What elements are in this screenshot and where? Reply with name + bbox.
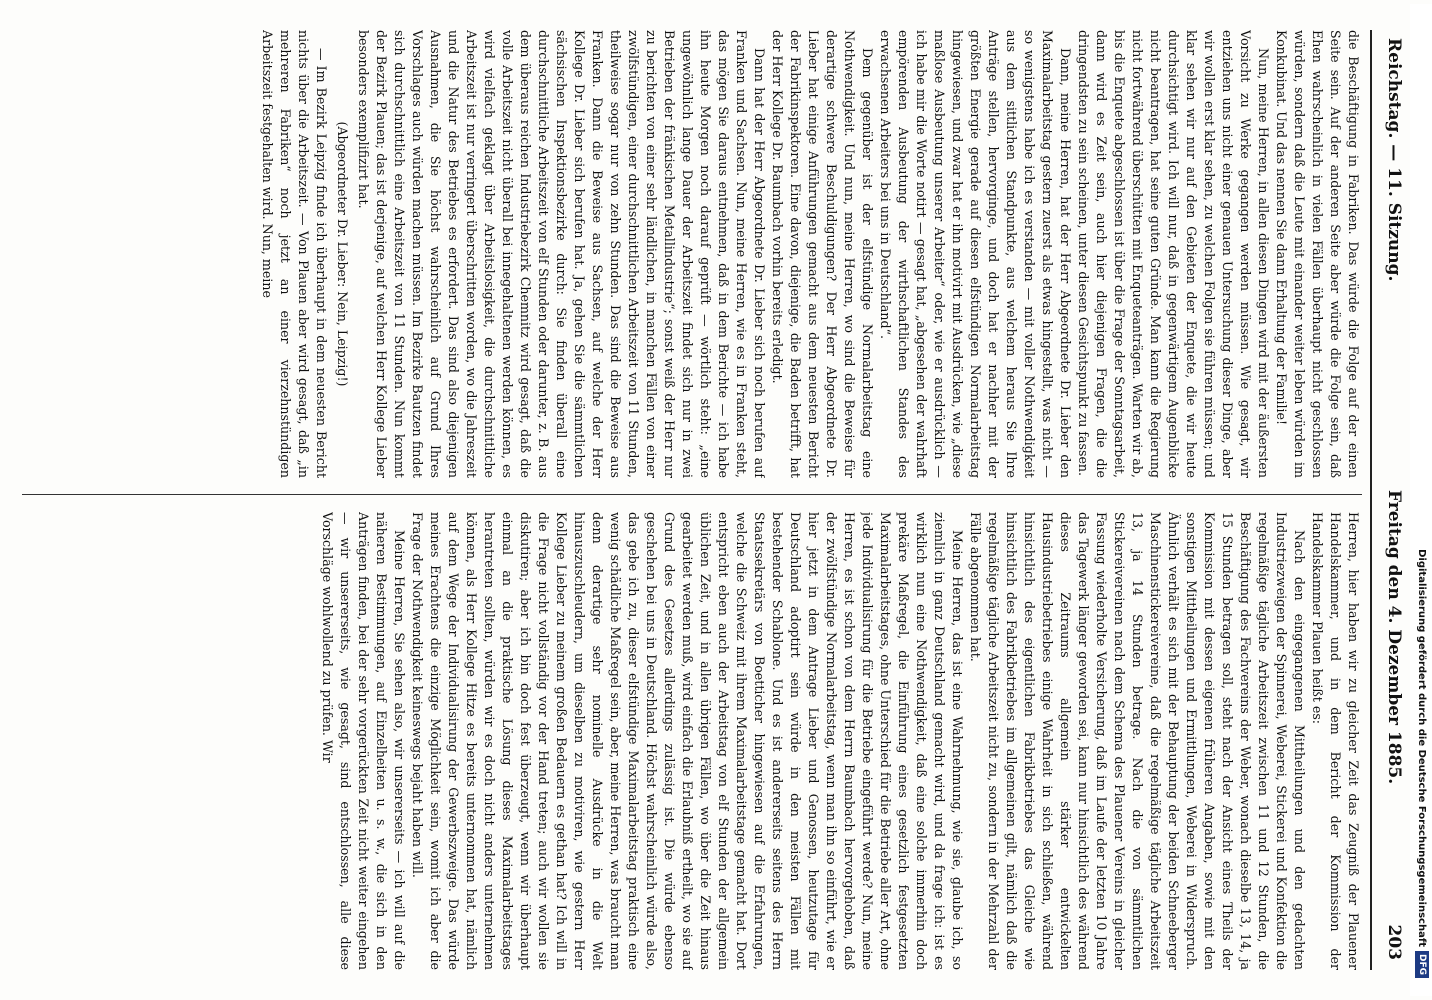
paragraph: Nun, meine Herren, in allen diesen Dingen wird mit der äußersten Vorsicht zu Werke gegangen werden müssen. Wie gesagt, wir entziehen uns nicht einer genauen Untersuchung dieser Dinge, aber wir wollen erst klar sehen, zu welchen Folgen sie führen müssen; und klar sehen wir nur auf den Gebieten der Enquete, die wir heute durchsichtigt wird. Ich will nur, daß in gegenwärtigem Augenblicke nicht beantragen, hat seine guten Gründe. Man kann die Regierung nicht fortwährend überschütten mit Enqueteanträgen. Warten wir ab, bis die Enquete abgeschlossen ist über die Frage der Sonntagsarbeit, dann wird es Zeit sein, auch hier diejenigen Fragen, die die dringendsten zu sein scheinen, unter diesen Gesichtspunkt zu fassen. [1076,30,1271,478]
credit-line [1410,20,1432,978]
header-date: Freitag den 4. Dezember 1885. [1384,490,1404,785]
paragraph: Nach den eingegangenen Mittheilungen und den gedachten Industriezweigen der Spinnerei, Weberei, Stickerei und Konfektion die regelmäßige tägliche Arbeitszeit zwischen 11 und 12 Stunden, die Beschäftigung des Fachvereins der Weber, wonach dieselbe 13, 14, ja 15 Stunden betragen soll, steht nach der Ansicht eines Theils der Kommission mit dessen eigenen früheren Angaben, sowie mit den sonstigen Mittheilungen und Ermittlungen, Weberei in Widerspruch. Ähnlich verhält es sich mit der Behauptung der beiden Schneeberger Maschinenstickereivereine, daß die regelmäßige tägliche Arbeitszeit 13, ja 14 Stunden betrage. Nach die von sämmtlichen Stickereivereinen nach dem Schema des Plauener Vereins in gleicher Fassung wiederholte Versicherung, daß im Laufe der letzten 10 Jahre das Tagewerk länger geworden sei, kann nur hinsichtlich des während dieses Zeitraums allgemein stärker entwickelten Hausindustriebetriebes einige Wahrheit in sich schließen, während hinsichtlich des eigentlichen Fabrikbetriebes das Gleiche wie hinsichtlich des Fabrikbetriebes im allgemeinen gilt, nämlich daß die regelmäßige tägliche Arbeitszeit nicht zu, sondern in der Mehrzahl der Fälle abgenommen hat. [968,512,1307,970]
column-divider [22,494,1362,495]
credit-text: Digitalisierung gefördert durch die Deutsche Forschungsgemeinschaft [1416,549,1427,947]
paragraph: Meine Herren, das ist eine Wahrnehmung, wie sie, glaube ich, so ziemlich in ganz Deutschland gemacht wird, und da frage ich: ist es wirklich nun eine Nothwendigkeit, daß eine solche immerhin doch prekäre Maßregel, die Einführung eines gesetzlich festgesetzten Maximalarbeitstages, ohne Unterschied für die Betriebe aller Art, ohne jede Individualisirung für die Betriebe eingeführt werde? Nun, meine Herren, es ist schon von dem Herrn Baumbach hervorgehoben, daß der zwölfstündige Normalarbeitstag, wenn man ihn so einführt, wie er hier jetzt in dem Antrage Lieber und Genossen, heutzutage für Deutschland adoptirt sein würde in den meisten Fällen mit bestehender Schablone. Und es ist andererseits seitens des Herrn Staatssekretärs von Boetticher hingewiesen auf die Erfahrungen, welche die Schweiz mit ihrem Maximalarbeitstage gemacht hat. Dort entspricht eben auch der Arbeitstag von elf Stunden der allgemein üblichen Zeit, und in allen übrigen Fällen, wo über die Zeit hinaus gearbeitet werden muß, wird einfach die Erlaubniß ertheilt, wo sie auf Grund des Gesetzes allerdings zulässig ist. Die würde ebenso geschehen bei uns in Deutschland. Höchst wahrscheinlich würde also, das gebe ich zu, dieser elfstündige Maximalarbeitstag praktisch eine wenig schädliche Maßregel sein, aber, meine Herren, was braucht man denn derartige sehr nominelle Ausdrücke in die Welt hinauszuschleudern, um dieselben zu motiviren, wie gestern Herr Kollege Lieber zu meinem großen Bedauern es gethan hat? Ich will in die Frage nicht vollständig vor der Hand treten; auch wir wollen sie diskutiren; aber ich bin doch fest überzeugt, wenn wir überhaupt einmal an die praktische Lösung dieses Maximalarbeitstages herantreten sollten, würden wir es doch nicht anders unternehmen können, als Herr Kollege Hitze es bereits unternommen hat, nämlich auf dem Wege der Individualisirung der Gewerbszweige. Das würde meines Erachtens die einzige Möglichkeit sein, womit ich aber die Frage der Nothwendigkeit keineswegs bejaht haben will. [410,512,965,970]
right-text-column [18,512,1362,970]
paragraph: Dann hat der Herr Abgeordnete Dr. Lieber sich noch berufen auf Franken und Sachsen. Nun, meine Herren, wie es in Franken steht, das mögen Sie daraus entnehmen, daß in dem Berichte — ich habe ihn heute Morgen noch darauf geprüft — wörtlich steht: „eine ungewöhnlich lange Dauer der Arbeitszeit findet sich nur in zwei Betrieben der fränkischen Metallindustrie“; sonst weiß der Herr nur zu berichten von einer sehr ländlichen, in manchen Fällen von einer zwölfstündigen, einer durchschnittlichen Arbeitszeit von 11 Stunden, theilweise sogar nur von zehn Stunden. Das sind die Beweise aus Franken. Dann die Beweise aus Sachsen, auf welche der Herr Kollege Dr. Lieber sich berufen hat. Ja, gehen Sie die sämmtlichen sächsischen Inspektionsbezirke durch: Sie finden überall eine durchschnittliche Arbeitszeit von elf Stunden oder darunter, z. B. aus dem überaus reichen Industriebezirk Chemnitz wird gesagt, daß die volle Arbeitszeit nicht überall bei innegehaltenen werden können, es wird vielfach geklagt über Arbeitslosigkeit, die durchschnittliche Arbeitszeit ist nur verringert überschritten worden, wo die Jahreszeit und die Natur des Betriebes es erfordert. Das sind also diejenigen Ausnahmen, die Sie höchst wahrscheinlich auf Grund Ihres Vorschlages auch würden machen müssen. Im Bezirke Bautzen findet sich durchschnittlich eine Arbeitszeit von 11 Stunden. Nun kommt der Bezirk Plauen; das ist derjenige, auf welchen Herr Kollege Lieber besonders exemplifizirt hat. [356,30,767,478]
page-header [1370,30,1404,970]
left-text-column [18,30,1362,478]
paragraph: die Beschäftigung in Fabriken. Das würde die Folge auf der einen Seite sein. Auf der anderen Seite aber würde die Folge sein, daß Ehen wahrscheinlich in vielen Fällen überhaupt nicht geschlossen würden, sondern daß die Leute mit einander weiter leben würden im Konkubinat. Und das nennen Sie dann Erhaltung der Familie! [1274,30,1361,478]
dfg-logo: DFG [1415,951,1429,978]
digitization-credit [1410,4,1432,996]
header-rule [1370,30,1372,970]
paragraph: Dann, meine Herren, hat der Herr Abgeordnete Dr. Lieber den Maximalarbeitstag gestern zuerst als etwas hingestellt, was nicht — so wenigstens habe ich es verstanden — mit voller Nothwendigkeit aus dem sittlichen Standpunkte, aus welchem heraus Sie Ihre Anträge stellen, hervorginge, und doch hat er nachher mit der größten Energie gerade auf diesen elfstündigen Normalarbeitstag hingewiesen, und zwar hat er ihn motivirt mit Ausdrücken, wie „diese maßlose Ausbeutung unserer Arbeiter“ oder, wie er ausdrücklich — ich habe mir die Worte notirt — gesagt hat, „abgesehen der wahrhaft empörenden Ausbeutung der wirthschaftlichen Standes des erwachsenen Arbeiters bei uns in Deutschland“. [878,30,1073,478]
page-number: 203 [1384,924,1404,960]
header-left: Reichstag. — 11. Sitzung. [1384,38,1404,282]
paragraph: Meine Herren, Sie sehen also, wir unsererseits — ich will auf die näheren Bestimmungen, auf Einzelheiten u. s. w., die sich in den Anträgen finden, bei der sehr vorgerückten Zeit nicht weiter eingehen — wir unsererseits, wie gesagt, sind entschlossen, alle diese Vorschläge wohlwollend zu prüfen. Wir [320,512,407,970]
interjection: (Abgeordneter Dr. Lieber: Nein, Leipzig!) [335,121,350,387]
paragraph: — Im Bezirk Leipzig finde ich überhaupt in dem neuesten Bericht nichts über die Arbeitszeit. — Von Plauen aber wird gesagt, daß „in mehreren Fabriken“ noch jetzt an einer vierzehnstündigen Arbeitszeit festgehalten wird. Nun, meine [260,30,329,478]
paragraph: Herren, hier haben wir zu gleicher Zeit das Zeugniß der Plauener Handelskammer, und in dem Bericht der Kommission der Handelskammer Plauen heißt es: [1310,512,1361,970]
paragraph: Dem gegenüber ist der elfstündige Normalarbeitstag eine Nothwendigkeit. Und nun, meine Herren, wo sind die Beweise für derartige schwere Beschuldigungen? Der Herr Abgeordnete Dr. Lieber hat einige Anführungen gemacht aus dem neuesten Bericht der Fabrikinspektoren. Eine davon, diejenige, die Baden betrifft, hat der Herr Kollege Dr. Baumbach vorhin bereits erledigt. [770,30,875,478]
